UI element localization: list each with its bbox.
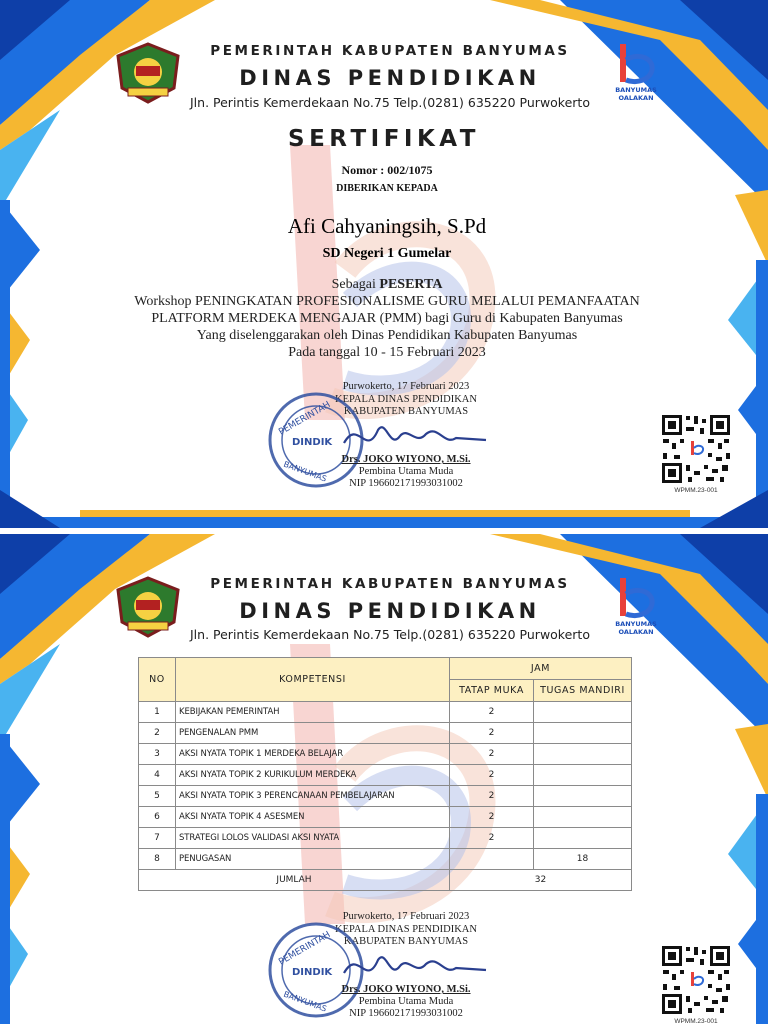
row-independent xyxy=(534,702,632,723)
government-name: PEMERINTAH KABUPATEN BANYUMAS xyxy=(210,43,570,59)
signature-place-date: Purwokerto, 17 Februari 2023 xyxy=(342,381,470,392)
row-competency: AKSI NYATA TOPIK 2 KURIKULUM MERDEKA xyxy=(176,765,450,786)
stamp-top-text: PEMERINTAH xyxy=(277,399,333,438)
recipient-name: Afi Cahyaningsih, S.Pd xyxy=(287,214,487,238)
table-row xyxy=(139,807,632,828)
signatory-rank: Pembina Utama Muda xyxy=(358,466,454,477)
role-line xyxy=(0,276,768,294)
stamp-mid-text: DINDIK xyxy=(292,437,333,448)
department-name: DINAS PENDIDIKAN xyxy=(239,599,541,623)
header-hours: JAM xyxy=(450,658,632,680)
row-competency: PENUGASAN xyxy=(176,849,450,870)
stamp-mid-text: DINDIK xyxy=(292,967,333,978)
row-no: 4 xyxy=(139,765,176,786)
total-value: 32 xyxy=(450,870,632,891)
recipient-school: SD Negeri 1 Gumelar xyxy=(322,246,452,261)
signature-position-1: KEPALA DINAS PENDIDIKAN xyxy=(335,394,477,405)
event-date-line: Pada tanggal 10 - 15 Februari 2023 xyxy=(288,345,486,360)
row-face-to-face: 2 xyxy=(450,744,534,765)
stamp-bottom-text: BANYUMAS xyxy=(282,459,328,484)
row-independent xyxy=(534,765,632,786)
department-address: Jln. Perintis Kemerdekaan No.75 Telp.(0281) 635220 Purwokerto xyxy=(190,95,590,110)
row-no: 3 xyxy=(139,744,176,765)
table-row xyxy=(139,786,632,807)
event-line-3: Yang diselenggarakan oleh Dinas Pendidikan Kabupaten Banyumas xyxy=(196,328,578,343)
qr-code xyxy=(660,413,732,485)
given-to-label: DIBERIKAN KEPADA xyxy=(336,183,438,194)
brand-logo-text: BANYUMAS OALAKAN xyxy=(615,620,657,636)
total-label: JUMLAH xyxy=(139,870,450,891)
row-no: 5 xyxy=(139,786,176,807)
table-row xyxy=(139,744,632,765)
signature-position-2: KABUPATEN BANYUMAS xyxy=(343,406,469,417)
row-no: 2 xyxy=(139,723,176,744)
certificate-number: Nomor : 002/1075 xyxy=(341,163,433,177)
row-independent xyxy=(534,807,632,828)
certificate-title: SERTIFIKAT xyxy=(288,126,480,152)
row-competency: AKSI NYATA TOPIK 1 MERDEKA BELAJAR xyxy=(176,744,450,765)
signatory-name: Drs. JOKO WIYONO, M.Si. xyxy=(341,454,471,465)
table-total-row xyxy=(139,870,632,891)
qr-caption: WPMM.23-001 xyxy=(674,1018,718,1024)
signatory-rank: Pembina Utama Muda xyxy=(358,996,454,1007)
row-competency: PENGENALAN PMM xyxy=(176,723,450,744)
government-name: PEMERINTAH KABUPATEN BANYUMAS xyxy=(210,576,570,592)
row-independent: 18 xyxy=(534,849,632,870)
signatory-name: Drs. JOKO WIYONO, M.Si. xyxy=(341,984,471,995)
row-face-to-face: 2 xyxy=(450,702,534,723)
signature-position-1: KEPALA DINAS PENDIDIKAN xyxy=(335,924,477,935)
role-prefix: Sebagai xyxy=(331,277,376,292)
qr-code xyxy=(660,944,732,1016)
table-row xyxy=(139,849,632,870)
handwritten-signature xyxy=(344,957,486,973)
header-independent: TUGAS MANDIRI xyxy=(534,680,632,702)
brand-logo-text: BANYUMAS OALAKAN xyxy=(615,86,657,102)
signature-place-date: Purwokerto, 17 Februari 2023 xyxy=(342,911,470,922)
competency-table xyxy=(138,657,632,891)
row-no: 7 xyxy=(139,828,176,849)
row-face-to-face: 2 xyxy=(450,786,534,807)
stamp-bottom-text: BANYUMAS xyxy=(282,989,328,1014)
row-no: 1 xyxy=(139,702,176,723)
row-face-to-face: 2 xyxy=(450,828,534,849)
row-independent xyxy=(534,786,632,807)
row-competency: STRATEGI LOLOS VALIDASI AKSI NYATA xyxy=(176,828,450,849)
signatory-nip: NIP 196602171993031002 xyxy=(349,478,463,489)
department-name: DINAS PENDIDIKAN xyxy=(239,66,541,90)
row-competency: AKSI NYATA TOPIK 4 ASESMEN xyxy=(176,807,450,828)
row-independent xyxy=(534,828,632,849)
row-face-to-face xyxy=(450,849,534,870)
header-no: NO xyxy=(139,658,176,702)
handwritten-signature xyxy=(344,427,486,443)
signatory-nip: NIP 196602171993031002 xyxy=(349,1008,463,1019)
row-independent xyxy=(534,723,632,744)
row-no: 6 xyxy=(139,807,176,828)
table-row xyxy=(139,765,632,786)
role-value: PESERTA xyxy=(379,277,443,292)
row-no: 8 xyxy=(139,849,176,870)
table-row xyxy=(139,702,632,723)
department-address: Jln. Perintis Kemerdekaan No.75 Telp.(0281) 635220 Purwokerto xyxy=(190,627,590,642)
competency-page xyxy=(0,534,768,1024)
row-competency: AKSI NYATA TOPIK 3 PERENCANAAN PEMBELAJARAN xyxy=(176,786,450,807)
table-row xyxy=(139,828,632,849)
header-face-to-face: TATAP MUKA xyxy=(450,680,534,702)
event-line-1: Workshop PENINGKATAN PROFESIONALISME GURU MELALUI PEMANFAATAN xyxy=(134,294,640,309)
row-face-to-face: 2 xyxy=(450,765,534,786)
stamp-top-text: PEMERINTAH xyxy=(277,929,333,968)
event-line-2: PLATFORM MERDEKA MENGAJAR (PMM) bagi Guru di Kabupaten Banyumas xyxy=(151,311,623,326)
header-competency: KOMPETENSI xyxy=(176,658,450,702)
row-competency: KEBIJAKAN PEMERINTAH xyxy=(176,702,450,723)
row-face-to-face: 2 xyxy=(450,723,534,744)
row-independent xyxy=(534,744,632,765)
table-row xyxy=(139,723,632,744)
qr-caption: WPMM.23-001 xyxy=(674,487,718,494)
signature-position-2: KABUPATEN BANYUMAS xyxy=(343,936,469,947)
row-face-to-face: 2 xyxy=(450,807,534,828)
